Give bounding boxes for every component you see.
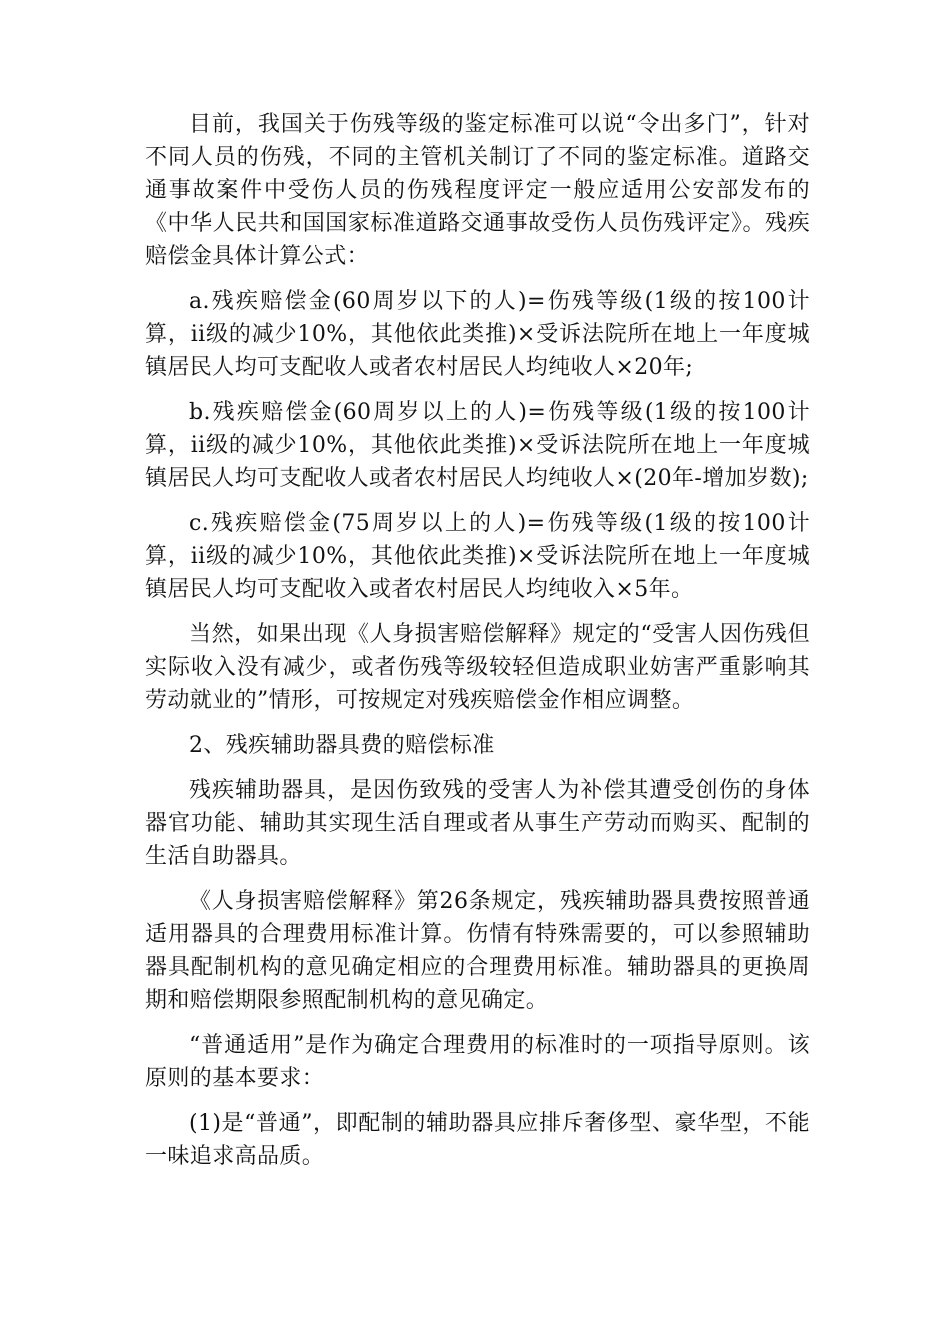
paragraph-assistive-definition: 残疾辅助器具，是因伤致残的受害人为补偿其遭受创伤的身体器官功能、辅助其实现生活自理或者从事生产劳动而购买、配制的生活自助器具。 [145, 778, 810, 869]
paragraph-formula-c: c.残疾赔偿金(75周岁以上的人)=伤残等级(1级的按100计算，ii级的减少10%，其他依此类推)×受诉法院所在地上一年度城镇居民人均可支配收入或者农村居民人均纯收入×5年。 [145, 511, 810, 602]
paragraph-requirement-1: (1)是“普通”，即配制的辅助器具应排斥奢侈型、豪华型，不能一味追求高品质。 [145, 1111, 810, 1169]
paragraph-formula-b: b.残疾赔偿金(60周岁以上的人)=伤残等级(1级的按100计算，ii级的减少10%，其他依此类推)×受诉法院所在地上一年度城镇居民人均可支配收人或者农村居民人均纯收人×(20年-增加岁数); [145, 400, 810, 491]
paragraph-disability-standards: 目前，我国关于伤残等级的鉴定标准可以说“令出多门”，针对不同人员的伤残，不同的主管机关制订了不同的鉴定标准。道路交通事故案件中受伤人员的伤残程度评定一般应适用公安部发布的《中华人民共和国国家标准道路交通事故受伤人员伤残评定》。残疾赔偿金具体计算公式： [145, 112, 810, 269]
paragraph-article-26: 《人身损害赔偿解释》第26条规定，残疾辅助器具费按照普通适用器具的合理费用标准计算。伤情有特殊需要的，可以参照辅助器具配制机构的意见确定相应的合理费用标准。辅助器具的更换周期和赔偿期限参照配制机构的意见确定。 [145, 889, 810, 1013]
paragraph-general-principle: “普通适用”是作为确定合理费用的标准时的一项指导原则。该原则的基本要求： [145, 1033, 810, 1091]
paragraph-adjustment: 当然，如果出现《人身损害赔偿解释》规定的“受害人因伤残但实际收入没有减少，或者伤残等级较轻但造成职业妨害严重影响其劳动就业的”情形，可按规定对残疾赔偿金作相应调整。 [145, 622, 810, 713]
section-heading-assistive-devices: 2、残疾辅助器具费的赔偿标准 [189, 733, 495, 758]
paragraph-formula-a: a.残疾赔偿金(60周岁以下的人)=伤残等级(1级的按100计算，ii级的减少10%，其他依此类推)×受诉法院所在地上一年度城镇居民人均可支配收人或者农村居民人均纯收人×20年; [145, 289, 810, 380]
document-body [145, 108, 810, 1185]
